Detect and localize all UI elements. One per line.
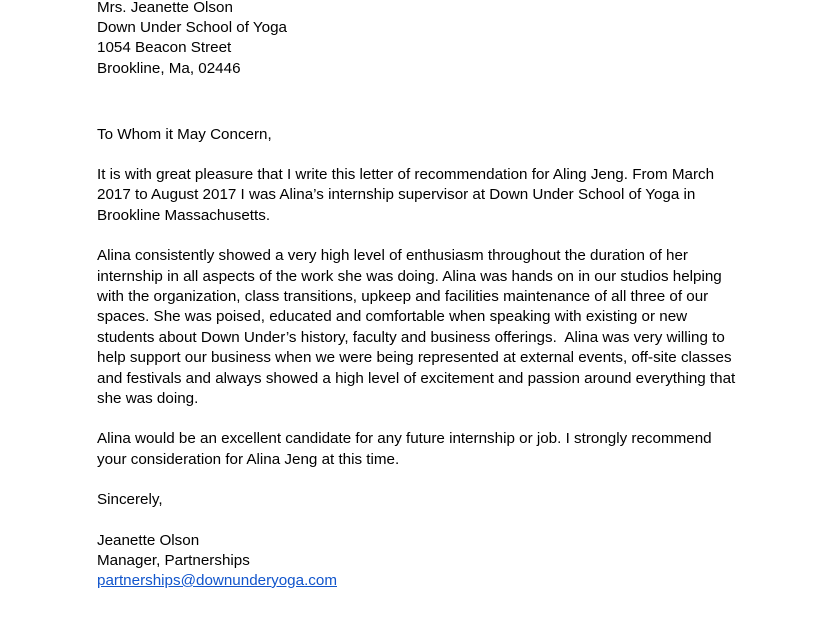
- spacer-paragraph-1: [97, 226, 742, 246]
- paragraph-intro: It is with great pleasure that I write this letter of recommendation for Aling Jeng. From March 2017 to August 2017 I was Alina’s internship supervisor at Down Under School of Yoga in Brookline Massachusetts.: [97, 166, 719, 224]
- signer-name: Jeanette Olson: [97, 531, 200, 549]
- spacer-before-signature: [97, 511, 742, 531]
- signer-title: Manager, Partnerships: [97, 551, 250, 569]
- spacer-paragraph-2: [97, 409, 742, 429]
- paragraph-body: Alina consistently showed a very high level of enthusiasm throughout the duration of her internship in all aspects of the work she was doing. Alina was hands on in our studios helping with the organization, class transitions, upkeep and facilities maintenance of all three of our spaces. She was poised, educated and comfortable when speaking with existing or new students about Down Under’s history, faculty and business offerings. Alina was very willing to help support our business when we were being represented at external events, off-site classes and festivals and always showed a high level of excitement and passion around everything that she was doing.: [97, 247, 740, 408]
- recipient-address-block: [97, 0, 742, 79]
- spacer-paragraph-3: [97, 470, 742, 490]
- spacer-after-salutation: [97, 145, 742, 165]
- recipient-city-state-zip: Brookline, Ma, 02446: [97, 59, 241, 77]
- letter-body: [97, 0, 742, 591]
- spacer-after-address: [97, 79, 742, 125]
- recipient-street: 1054 Beacon Street: [97, 39, 232, 57]
- signature-block: [97, 531, 742, 592]
- paragraph-closing-recommendation: Alina would be an excellent candidate for any future internship or job. I strongly recommend your consideration for Alina Jeng at this time.: [97, 430, 716, 468]
- recipient-name: Mrs. Jeanette Olson: [97, 0, 233, 16]
- signer-email-link[interactable]: partnerships@downunderyoga.com: [97, 571, 337, 589]
- salutation: To Whom it May Concern,: [97, 125, 272, 143]
- closing-salutation: Sincerely,: [97, 491, 163, 509]
- recipient-organization: Down Under School of Yoga: [97, 19, 287, 37]
